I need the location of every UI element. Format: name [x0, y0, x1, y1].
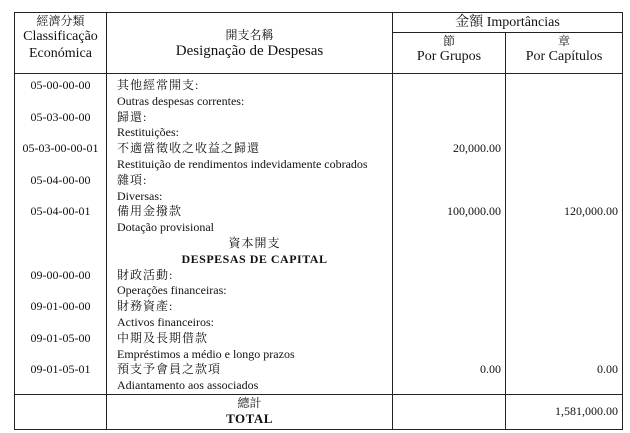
row-description-zh: 備用金撥款: [117, 204, 183, 219]
row-description-pt: Diversas:: [117, 188, 163, 203]
row-description-zh: 中期及長期借款: [117, 330, 209, 345]
header-groups-pt: Por Grupos: [416, 49, 482, 64]
row-description-zh: 預支予會員之款項: [117, 362, 222, 377]
rows-code-col: [15, 74, 107, 395]
header-classification: [15, 13, 107, 74]
header-chapters-zh: 章: [557, 34, 570, 48]
rows-description-col: [107, 74, 393, 395]
header-chapters-pt: Por Capítulos: [525, 49, 603, 64]
table-row: [15, 74, 623, 395]
section-title-pt: DESPESAS DE CAPITAL: [181, 251, 328, 266]
total-groups-cell: [393, 394, 506, 429]
row-description-zh: 其他經常開支:: [117, 78, 200, 92]
row-description-zh: 不適當徵收之收益之歸還: [117, 141, 261, 156]
total-chapter-amount: 1,581,000.00: [506, 394, 623, 429]
budget-table: [14, 12, 623, 430]
row-chapter-amount: 120,000.00: [564, 204, 618, 219]
header-designation-zh: 開支名稱: [225, 28, 274, 42]
section-title-zh: 資本開支: [228, 235, 281, 250]
total-label-pt: TOTAL: [226, 410, 273, 426]
row-code: 05-03-00-00: [30, 109, 91, 124]
row-description-zh: 雜項:: [117, 172, 148, 187]
header-chapters: [506, 33, 623, 74]
row-description-zh: 財務資產:: [117, 299, 174, 314]
total-row: [15, 394, 623, 429]
row-description-pt: Restituição de rendimentos indevidamente cobrados: [117, 156, 368, 171]
row-code: 05-00-00-00: [30, 78, 91, 92]
row-code: 09-00-00-00: [30, 267, 91, 282]
row-code: 09-01-00-00: [30, 299, 91, 314]
row-description-pt: Adiantamento aos associados: [117, 378, 259, 393]
total-label: [107, 394, 393, 429]
header-classification-pt-1: Classificação: [23, 29, 98, 44]
row-code: 05-04-00-01: [30, 204, 91, 219]
header-designation: [107, 13, 393, 74]
header-amounts: 金額 Importâncias: [393, 13, 623, 33]
total-code-cell: [15, 394, 107, 429]
header-classification-pt-2: Económica: [29, 46, 92, 61]
row-group-amount: 20,000.00: [453, 141, 501, 156]
row-code: 09-01-05-00: [30, 330, 91, 345]
header-groups: [393, 33, 506, 74]
row-description-pt: Operações financeiras:: [117, 283, 227, 298]
row-description-pt: Empréstimos a médio e longo prazos: [117, 346, 295, 361]
header-designation-pt: Designação de Despesas: [175, 43, 324, 59]
row-group-amount: 0.00: [480, 362, 501, 377]
total-label-zh: 總計: [237, 395, 262, 410]
header-groups-zh: 節: [442, 34, 455, 48]
row-description-pt: Restituições:: [117, 125, 179, 140]
header-classification-zh: 經濟分類: [36, 14, 85, 28]
rows-groups-col: [393, 74, 506, 395]
row-chapter-amount: 0.00: [597, 362, 618, 377]
row-code: 09-01-05-01: [30, 362, 91, 377]
row-description-pt: Outras despesas correntes:: [117, 93, 245, 108]
row-description-zh: 財政活動:: [117, 267, 174, 282]
row-description-pt: Dotação provisional: [117, 220, 214, 235]
rows-chapters-col: [506, 74, 623, 395]
row-code: 05-03-00-00-01: [22, 141, 99, 156]
row-description-zh: 歸還:: [117, 109, 148, 124]
row-description-pt: Activos financeiros:: [117, 314, 214, 329]
row-group-amount: 100,000.00: [447, 204, 501, 219]
row-code: 05-04-00-00: [30, 172, 91, 187]
